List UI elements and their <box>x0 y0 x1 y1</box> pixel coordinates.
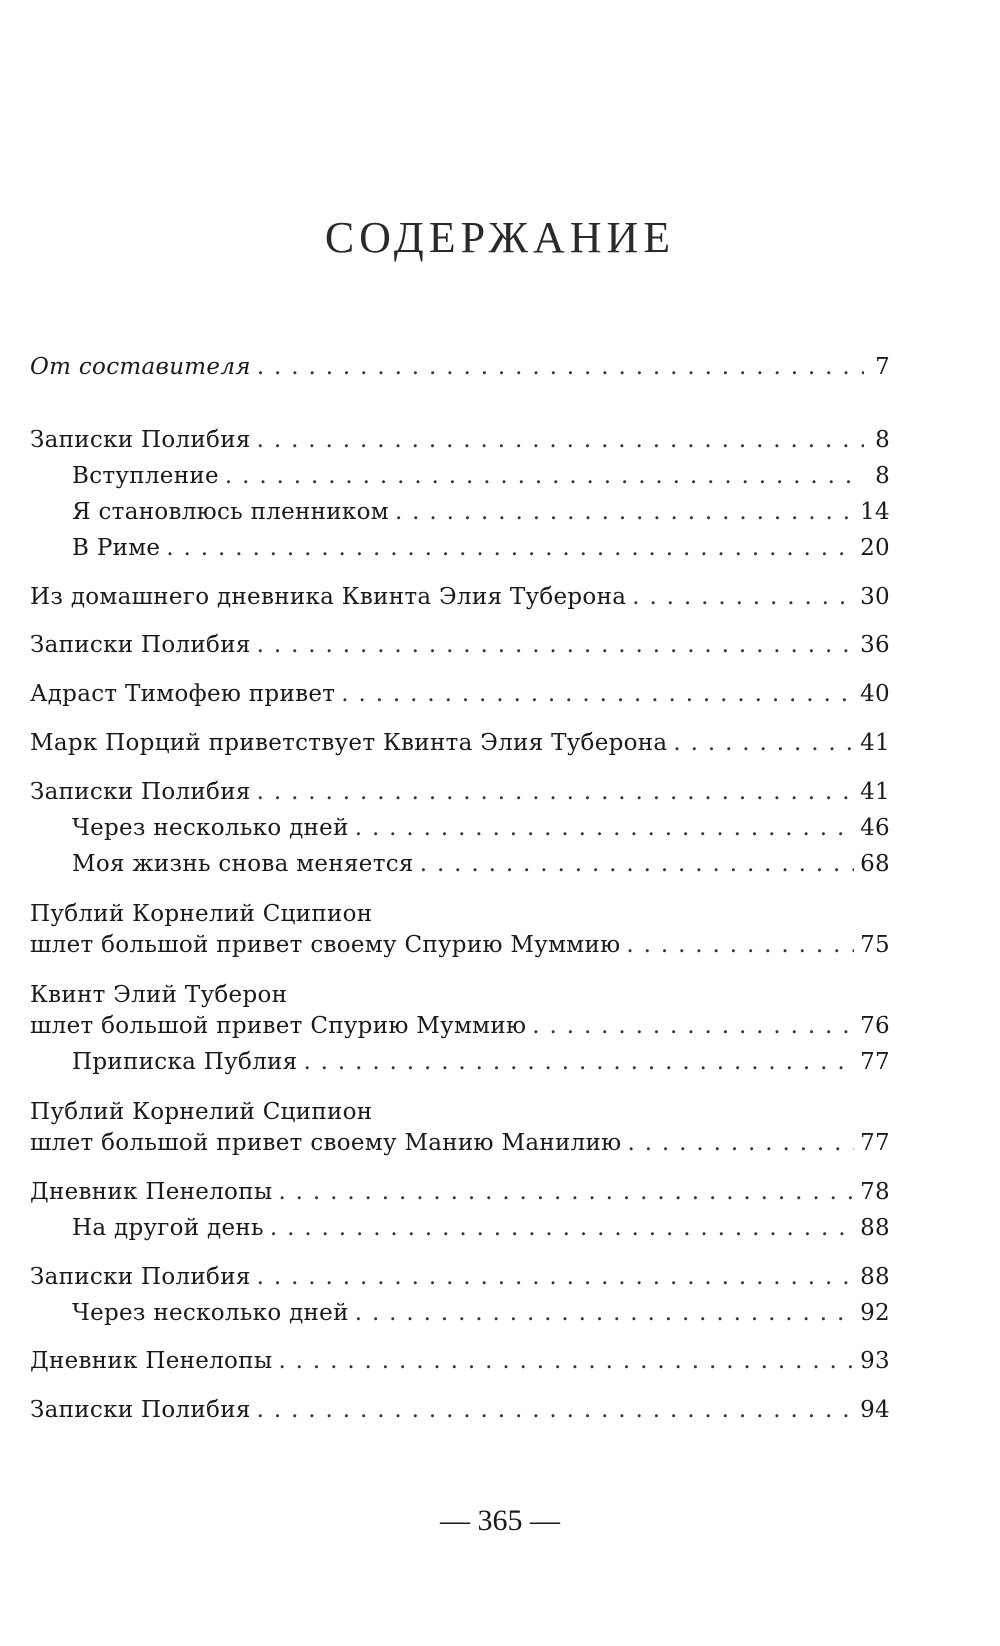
toc-entry[interactable] <box>30 580 890 614</box>
toc-entry-page: 36 <box>860 632 890 658</box>
toc-entry-page: 8 <box>875 427 890 453</box>
toc-entry-title-line1: Публий Корнелий Сципион <box>30 1099 373 1125</box>
toc-subentry[interactable] <box>72 811 890 845</box>
toc-entry[interactable] <box>30 1260 890 1294</box>
toc-entry-title: Записки Полибия <box>30 779 251 805</box>
toc-entry-title: Из домашнего дневника Квинта Элия Туберона <box>30 584 627 610</box>
toc-entry-title: Я становлюсь пленником <box>72 499 389 525</box>
toc-entry[interactable] <box>30 1126 890 1160</box>
toc-entry-page: 92 <box>860 1300 890 1326</box>
toc-entry-title: От составителя <box>30 354 251 380</box>
dot-leader <box>420 847 854 881</box>
toc-entry-title: В Риме <box>72 535 161 561</box>
page-title: СОДЕРЖАНИЕ <box>324 213 676 262</box>
dot-leader <box>355 811 854 845</box>
toc-entry-title: шлет большой привет своему Манию Манилию <box>30 1130 622 1156</box>
toc-entry-title: Адраст Тимофею привет <box>30 681 336 707</box>
toc-entry-page: 76 <box>860 1013 890 1039</box>
toc-entry-title: Через несколько дней <box>72 1300 349 1326</box>
toc-entry-page: 41 <box>860 779 890 805</box>
toc-entry-page: 75 <box>860 932 890 958</box>
toc-entry-title: Через несколько дней <box>72 815 349 841</box>
dot-leader <box>225 459 864 493</box>
toc-subentry[interactable] <box>72 1296 890 1330</box>
toc-entry-page: 14 <box>860 499 890 525</box>
toc-entry[interactable] <box>30 1344 890 1378</box>
toc-subentry[interactable] <box>72 459 890 493</box>
toc-entry-title: Записки Полибия <box>30 632 251 658</box>
dot-leader <box>257 1260 854 1294</box>
toc-entry-page: 68 <box>860 851 890 877</box>
dot-leader <box>166 531 854 565</box>
toc-entry-page: 8 <box>875 463 890 489</box>
dot-leader <box>270 1211 854 1245</box>
toc-entry-page: 46 <box>860 815 890 841</box>
toc-entry-title-line1: Публий Корнелий Сципион <box>30 901 373 927</box>
toc-entry-title-line1: Квинт Элий Туберон <box>30 982 288 1008</box>
toc-entry[interactable] <box>30 775 890 809</box>
dot-leader <box>627 1126 854 1160</box>
toc-entry-title: Вступление <box>72 463 219 489</box>
toc-entry-title: Записки Полибия <box>30 1264 251 1290</box>
toc-entry-page: 7 <box>875 354 890 380</box>
toc-entry-title: Записки Полибия <box>30 427 251 453</box>
dot-leader <box>341 677 854 711</box>
toc-entry[interactable] <box>30 628 890 662</box>
toc-entry-page: 93 <box>860 1348 890 1374</box>
dot-leader <box>257 1393 854 1427</box>
dot-leader <box>257 775 854 809</box>
toc-entry-page: 20 <box>860 535 890 561</box>
toc-entry-page: 78 <box>860 1179 890 1205</box>
dot-leader <box>395 495 854 529</box>
toc-entry-title: Записки Полибия <box>30 1397 251 1423</box>
toc-entry-page: 77 <box>860 1130 890 1156</box>
toc-entry-title: шлет большой привет своему Спурию Муммию <box>30 932 621 958</box>
toc-subentry[interactable] <box>72 847 890 881</box>
dot-leader <box>278 1344 854 1378</box>
toc-entry-title: Приписка Публия <box>72 1049 298 1075</box>
page-number: — 365 — <box>440 1504 560 1537</box>
toc-entry[interactable] <box>30 423 890 457</box>
toc-entry-page: 88 <box>860 1215 890 1241</box>
toc-subentry[interactable] <box>72 1211 890 1245</box>
toc-entry[interactable] <box>30 726 890 760</box>
toc-entry-title: Марк Порций приветствует Квинта Элия Туберона <box>30 730 668 756</box>
toc-entry-title: Дневник Пенелопы <box>30 1348 273 1374</box>
toc-entry-page: 30 <box>860 584 890 610</box>
dot-leader <box>257 350 864 384</box>
toc-subentry[interactable] <box>72 531 890 565</box>
toc-entry-page: 41 <box>860 730 890 756</box>
toc-entry-title: Моя жизнь снова меняется <box>72 851 414 877</box>
dot-leader <box>278 1175 854 1209</box>
dot-leader <box>626 928 854 962</box>
toc-entry[interactable] <box>30 677 890 711</box>
toc-entry-page: 77 <box>860 1049 890 1075</box>
dot-leader <box>632 580 854 614</box>
toc-entry[interactable] <box>30 1009 890 1043</box>
dot-leader <box>355 1296 854 1330</box>
toc-entry-page: 40 <box>860 681 890 707</box>
dot-leader <box>303 1045 854 1079</box>
toc-entry[interactable] <box>30 350 890 384</box>
toc-entry-title: шлет большой привет Спурию Муммию <box>30 1013 527 1039</box>
toc-entry[interactable] <box>30 1393 890 1427</box>
toc-subentry[interactable] <box>72 1045 890 1079</box>
toc-entry-page: 88 <box>860 1264 890 1290</box>
toc-entry[interactable] <box>30 1175 890 1209</box>
toc-subentry[interactable] <box>72 495 890 529</box>
dot-leader <box>673 726 854 760</box>
dot-leader <box>532 1009 854 1043</box>
dot-leader <box>257 628 854 662</box>
toc-entry-page: 94 <box>860 1397 890 1423</box>
toc-entry-title: На другой день <box>72 1215 264 1241</box>
toc-entry[interactable] <box>30 928 890 962</box>
dot-leader <box>257 423 864 457</box>
toc-entry-title: Дневник Пенелопы <box>30 1179 273 1205</box>
